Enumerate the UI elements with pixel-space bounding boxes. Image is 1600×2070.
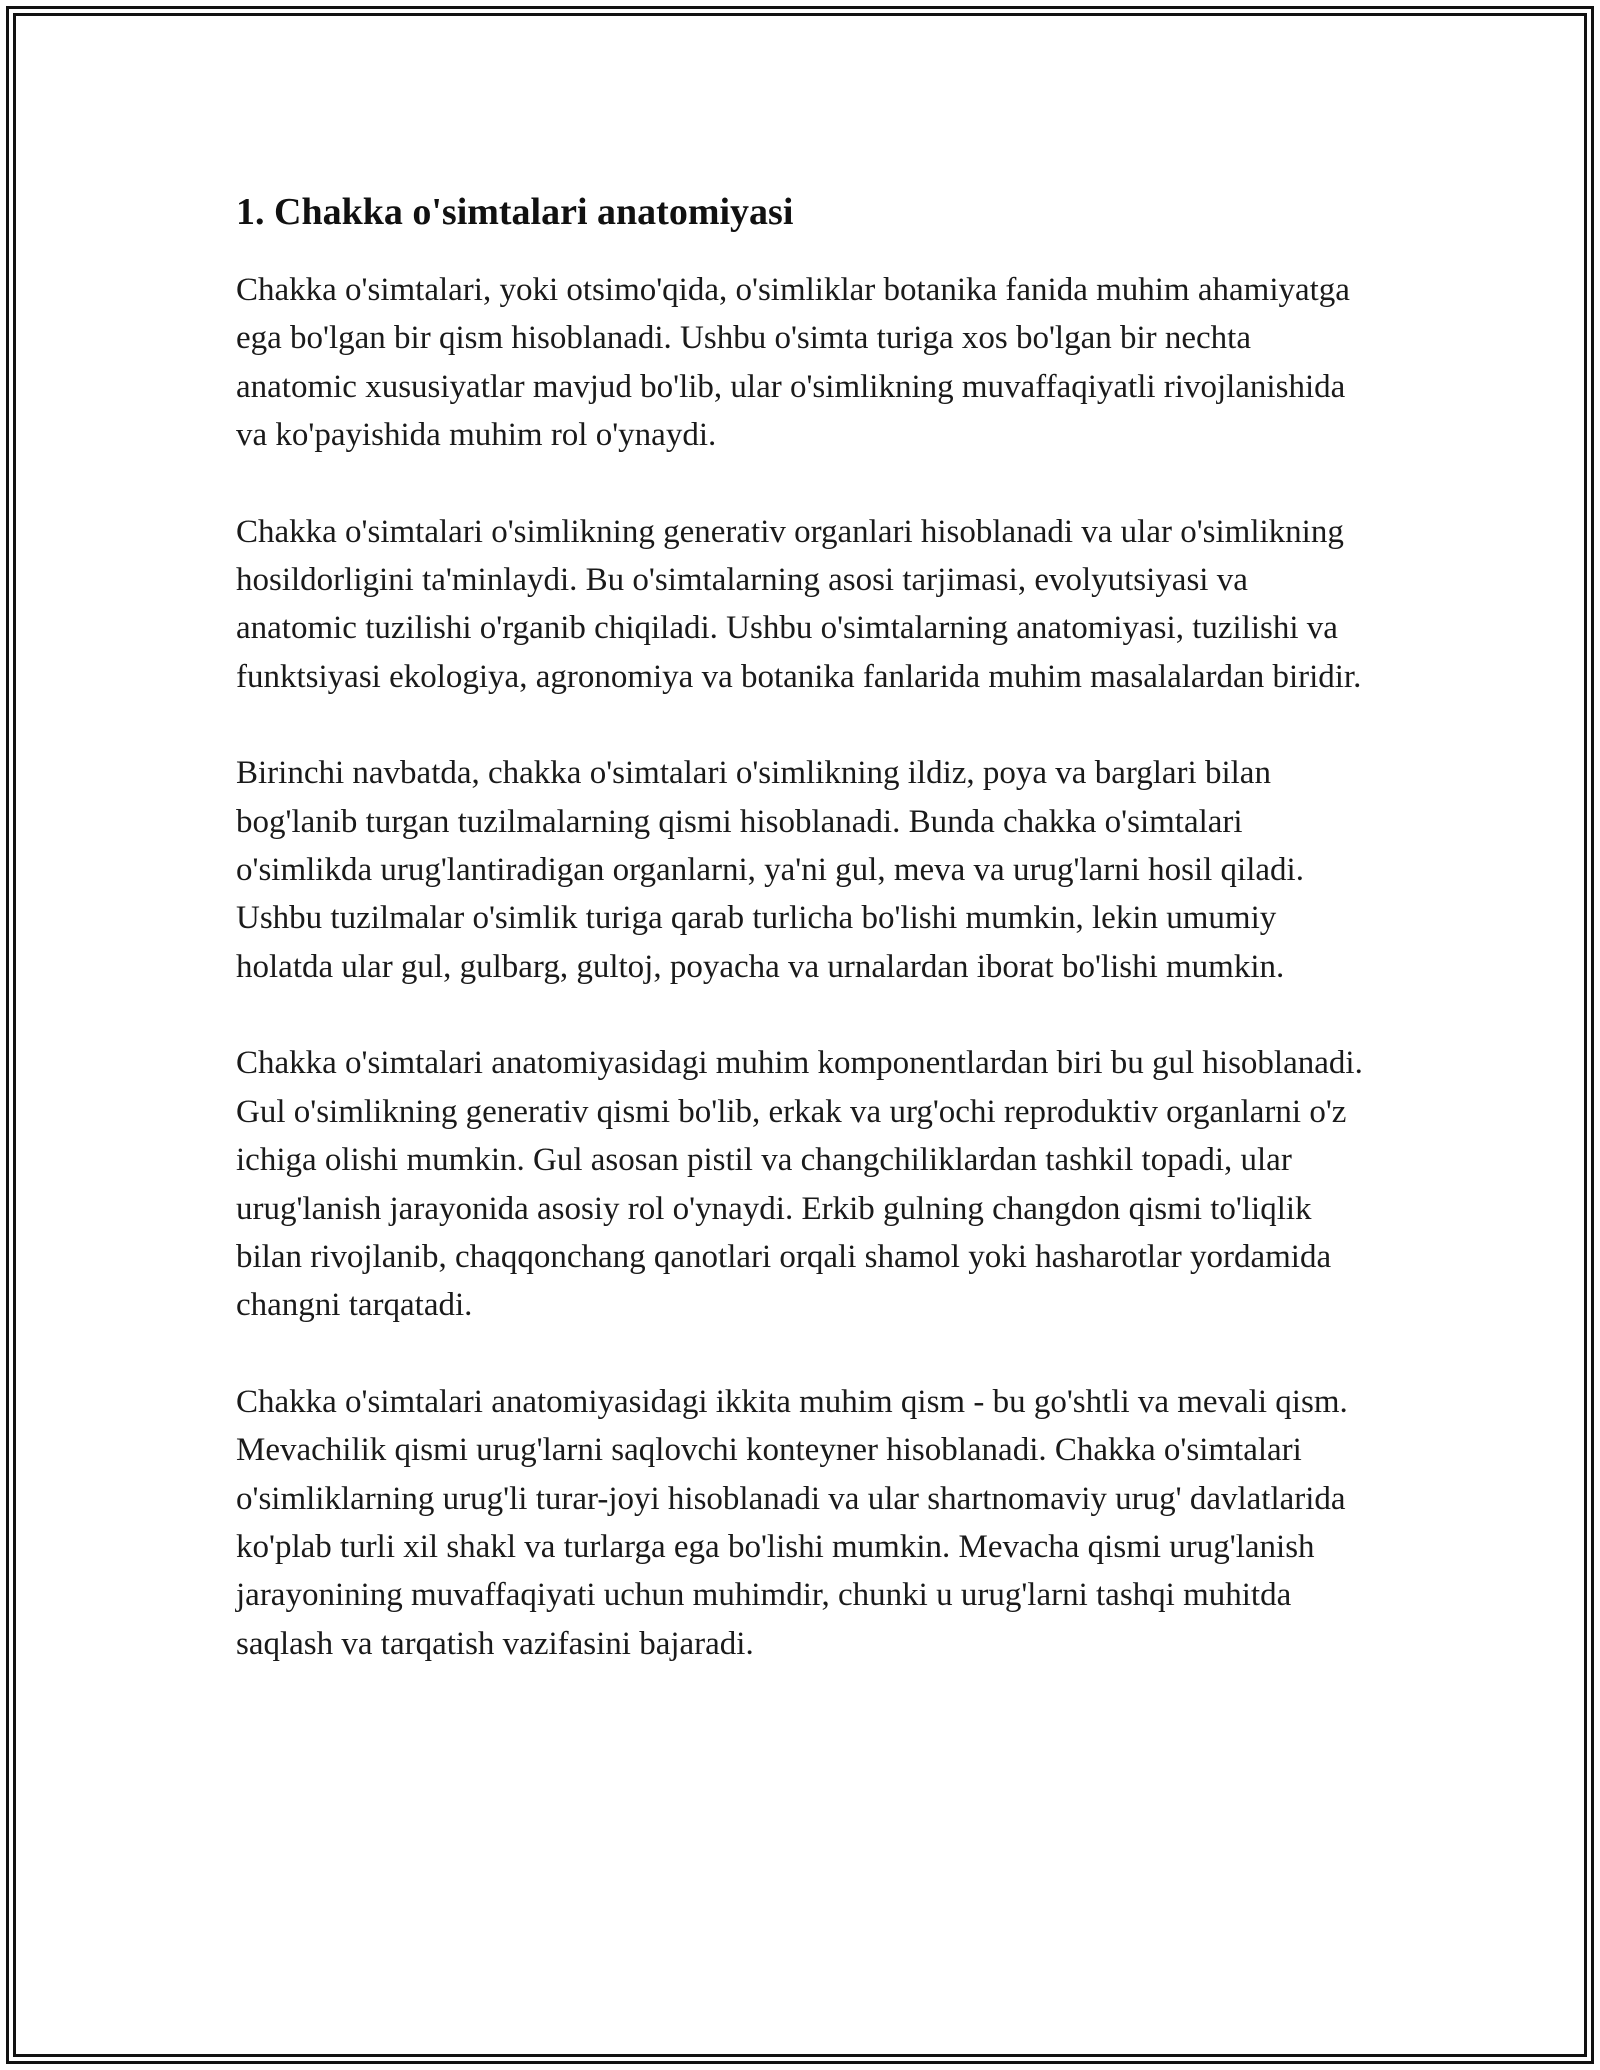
section-heading: 1. Chakka o'simtalari anatomiyasi — [236, 191, 794, 233]
paragraph-1: Chakka o'simtalari, yoki otsimo'qida, o'simliklar botanika fanida muhim ahamiyatga ega bo'lgan bir qism hisoblanadi. Ushbu o'simta turiga xos bo'lgan bir nechta anatomic xususiyatlar mavjud bo'lib, ular o'simlikning muvaffaqiyatli rivojlanishida va ko'payishida muhim rol o'ynaydi. — [236, 272, 1350, 454]
document-body — [236, 186, 1376, 1716]
paragraph-4: Chakka o'simtalari anatomiyasidagi muhim komponentlardan biri bu gul hisoblanadi. Gul o'simlikning generativ qismi bo'lib, erkak va urg'ochi reproduktiv organlarni o'z ichiga olishi mumkin. Gul asosan pistil va changchiliklardan tashkil topadi, ular urug'lanish jarayonida asosiy rol o'ynaydi. Erkib gulning changdon qismi to'liqlik bilan rivojlanib, chaqqonchang qanotlari orqali shamol yoki hasharotlar yordamida changni tarqatadi. — [236, 1045, 1363, 1324]
paragraph-2: Chakka o'simtalari o'simlikning generativ organlari hisoblanadi va ular o'simlikning hosildorligini ta'minlaydi. Bu o'simtalarning asosi tarjimasi, evolyutsiyasi va anatomic tuzilishi o'rganib chiqiladi. Ushbu o'simtalarning anatomiyasi, tuzilishi va funktsiyasi ekologiya, agronomiya va botanika fanlarida muhim masalalardan biridir. — [236, 513, 1362, 695]
paragraph-3: Birinchi navbatda, chakka o'simtalari o'simlikning ildiz, poya va barglari bilan bog'lanib turgan tuzilmalarning qismi hisoblanadi. Bunda chakka o'simtalari o'simlikda urug'lantiradigan organlarni, ya'ni gul, meva va urug'larni hosil qiladi. Ushbu tuzilmalar o'simlik turiga qarab turlicha bo'lishi mumkin, lekin umumiy holatda ular gul, gulbarg, gultoj, poyacha va urnalardan iborat bo'lishi mumkin. — [236, 755, 1304, 985]
paragraph-5: Chakka o'simtalari anatomiyasidagi ikkita muhim qism - bu go'shtli va mevali qism. Mevachilik qismi urug'larni saqlovchi konteyner hisoblanadi. Chakka o'simtalari o'simliklarning urug'li turar-joyi hisoblanadi va ular shartnomaviy urug' davlatlarida ko'plab turli xil shakl va turlarga ega bo'lishi mumkin. Mevacha qismi urug'lanish jarayonining muvaffaqiyati uchun muhimdir, chunki u urug'larni tashqi muhitda saqlash va tarqatish vazifasini bajaradi. — [236, 1383, 1348, 1662]
